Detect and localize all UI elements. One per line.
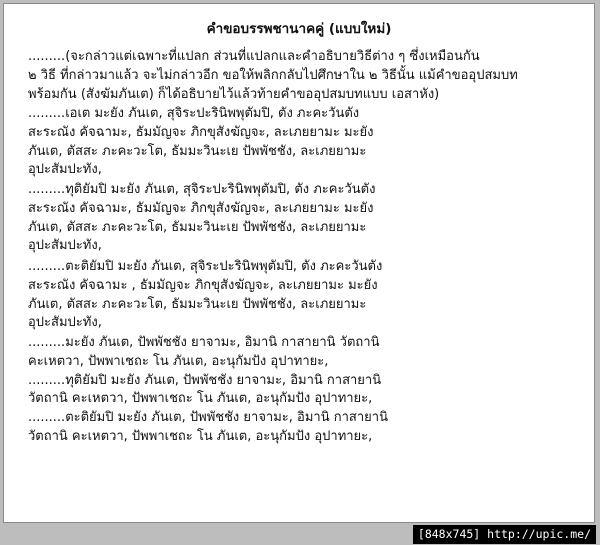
text-line: สะระณัง คัจฉามะ , ธัมมัญจะ ภิกขุสังฆัญจะ, ละเภยยามะ มะยัง xyxy=(28,277,378,293)
intro-paragraph xyxy=(28,48,588,104)
request-paragraph xyxy=(28,334,588,447)
chant-paragraph-second xyxy=(28,181,588,256)
text-line: .........ตะติยัมปิ มะยัง ภันเต, ปัพพัชชัง ยาจามะ, อิมานิ กาสายานิ xyxy=(28,410,388,426)
document-frame xyxy=(3,3,595,523)
text-line: ภันเต, ตัสสะ ภะคะวะโต, ธัมมะวินะเย ปัพพัชชัง, ละเภยยามะ xyxy=(28,143,367,159)
text-line: วัตถานิ คะเหตวา, ปัพพาเชถะ โน ภันเต, อะนุกัมปัง อุปาทายะ, xyxy=(28,428,373,444)
text-line: อุปะสัมปะทัง, xyxy=(28,238,102,254)
text-line: .........ทุติยัมปิ มะยัง ภันเต, ปัพพัชชัง ยาจามะ, อิมานิ กาสายานิ xyxy=(28,372,382,388)
text-line: วัตถานิ คะเหตวา, ปัพพาเชถะ โน ภันเต, อะนุกัมปัง อุปาทายะ, xyxy=(28,391,373,407)
text-line: .........ตะติยัมปิ มะยัง ภันเต, สุจิระปะรินิพพุตัมปิ, ตัง ภะคะวันตัง xyxy=(28,259,383,274)
text-line: .........มะยัง ภันเต, ปัพพัชชัง ยาจามะ, อิมานิ กาสายานิ วัตถานิ xyxy=(28,335,380,350)
text-line: สะระณัง คัจฉามะ, ธัมมัญจะ ภิกขุสังฆัญจะ, ละเภยยามะ มะยัง xyxy=(28,124,374,140)
text-line: คะเหตวา, ปัพพาเชถะ โน ภันเต, อะนุกัมปัง อุปาทายะ, xyxy=(28,353,329,369)
text-line: อุปะสัมปะทัง, xyxy=(28,315,102,331)
text-line: อุปะสัมปะทัง, xyxy=(28,162,102,178)
text-line: ภันเต, ตัสสะ ภะคะวะโต, ธัมมะวินะเย ปัพพัชชัง, ละเภยยามะ xyxy=(28,296,367,312)
document-title: คำขอบรรพชานาคคู่ (แบบใหม่) xyxy=(206,21,392,37)
text-line: ภันเต, ตัสสะ ภะคะวะโต, ธัมมะวินะเย ปัพพัชชัง, ละเภยยามะ xyxy=(28,219,367,235)
image-host-watermark: [848x745] http://upic.me/ xyxy=(413,525,596,544)
text-line: ๒ วิธี ที่กล่าวมาแล้ว จะไม่กล่าวอีก ขอให้พลิกกลับไปศึกษาใน ๒ วิธีนั้น แม้คำขออุปสมบท xyxy=(28,67,518,83)
text-line: .........เอเต มะยัง ภันเต, สุจิระปะรินิพพุตัมปิ, ตัง ภะคะวันตัง xyxy=(28,106,360,121)
text-line: .........ทุติยัมปิ มะยัง ภันเต, สุจิระปะรินิพพุตัมปิ, ตัง ภะคะวันตัง xyxy=(28,182,376,197)
chant-paragraph-first xyxy=(28,105,588,180)
text-line: พร้อมกัน (สังฆัมภันเต) ก็ได้อธิบายไว้แล้วท้ายคำขออุปสมบทแบบ เอสาหัง) xyxy=(28,86,440,102)
text-line: สะระณัง คัจฉามะ, ธัมมัญจะ ภิกขุสังฆัญจะ, ละเภยยามะ มะยัง xyxy=(28,200,374,216)
chant-paragraph-third xyxy=(28,258,588,333)
text-line: .........(จะกล่าวแต่เฉพาะที่แปลก ส่วนที่แปลกและคำอธิบายวิธีต่าง ๆ ซึ่งเหมือนกัน xyxy=(28,49,480,64)
